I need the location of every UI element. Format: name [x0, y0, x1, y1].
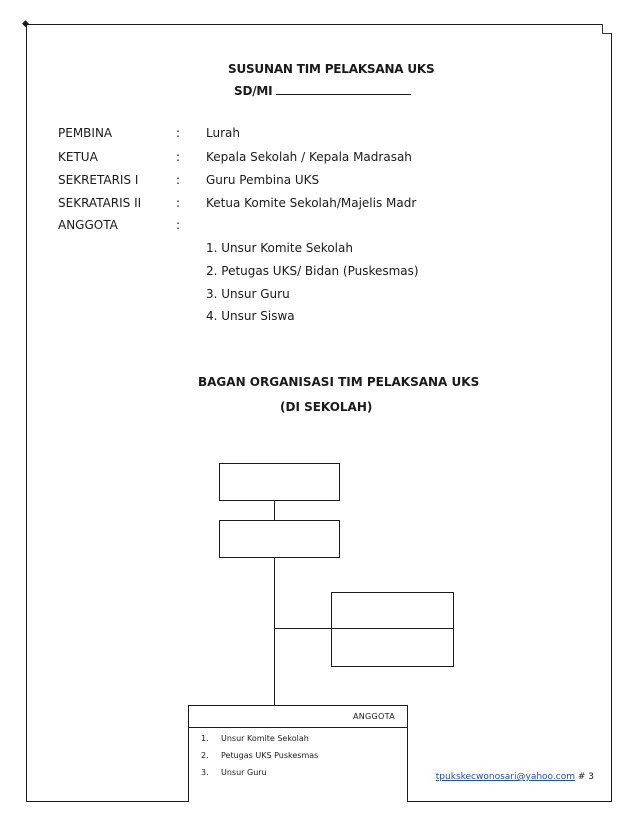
member-item: 1. Unsur Komite Sekolah	[206, 241, 353, 255]
anggota-item-text: Petugas UKS Puskesmas	[221, 751, 319, 760]
page-fold-corner	[602, 24, 612, 34]
footer-email-link[interactable]: tpukskecwonosari@yahoo.com	[435, 772, 575, 782]
role-colon: :	[176, 196, 181, 210]
sekretaris-divider	[331, 628, 454, 629]
role-colon: :	[176, 173, 181, 187]
role-colon: :	[176, 150, 181, 164]
connector-line	[274, 628, 332, 629]
role-label: SEKRETARIS I	[58, 173, 139, 187]
subtitle-blank-line	[276, 84, 411, 95]
page-subtitle	[234, 84, 411, 98]
org-chart-title: BAGAN ORGANISASI TIM PELAKSANA UKS	[198, 375, 480, 389]
org-box-pembina	[219, 463, 340, 501]
anggota-item-number: 3.	[201, 768, 209, 777]
org-box-ketua	[219, 520, 340, 558]
anggota-item-number: 1.	[201, 734, 209, 743]
role-value: Kepala Sekolah / Kepala Madrasah	[206, 150, 412, 164]
member-item: 2. Petugas UKS/ Bidan (Puskesmas)	[206, 264, 419, 278]
anchor-icon: ◆	[22, 19, 29, 29]
role-value: Ketua Komite Sekolah/Majelis Madr	[206, 196, 417, 210]
page-footer	[436, 772, 594, 782]
org-box-sekretaris	[331, 592, 454, 667]
member-item: 3. Unsur Guru	[206, 287, 290, 301]
anggota-item	[201, 734, 309, 743]
connector-line	[274, 558, 275, 706]
member-item: 4. Unsur Siswa	[206, 309, 295, 323]
anggota-item-text: Unsur Komite Sekolah	[221, 734, 309, 743]
role-label: SEKRATARIS II	[58, 196, 142, 210]
subtitle-label: SD/MI	[234, 84, 273, 98]
anggota-item-text: Unsur Guru	[221, 768, 267, 777]
role-value: Lurah	[206, 126, 240, 140]
anggota-item-number: 2.	[201, 751, 209, 760]
page-title: SUSUNAN TIM PELAKSANA UKS	[228, 62, 435, 76]
anggota-item	[201, 768, 267, 777]
anggota-divider	[189, 727, 407, 728]
page-number: # 3	[577, 772, 594, 782]
role-label: PEMBINA	[58, 126, 113, 140]
anggota-box-title: ANGGOTA	[353, 712, 395, 721]
role-label: KETUA	[58, 150, 98, 164]
role-colon: :	[176, 126, 181, 140]
role-colon: :	[176, 218, 181, 232]
role-label: ANGGOTA	[58, 218, 118, 232]
org-chart-subtitle: (DI SEKOLAH)	[280, 400, 373, 414]
role-value: Guru Pembina UKS	[206, 173, 320, 187]
connector-line	[274, 501, 275, 521]
anggota-item	[201, 751, 318, 760]
org-box-anggota	[188, 705, 408, 802]
